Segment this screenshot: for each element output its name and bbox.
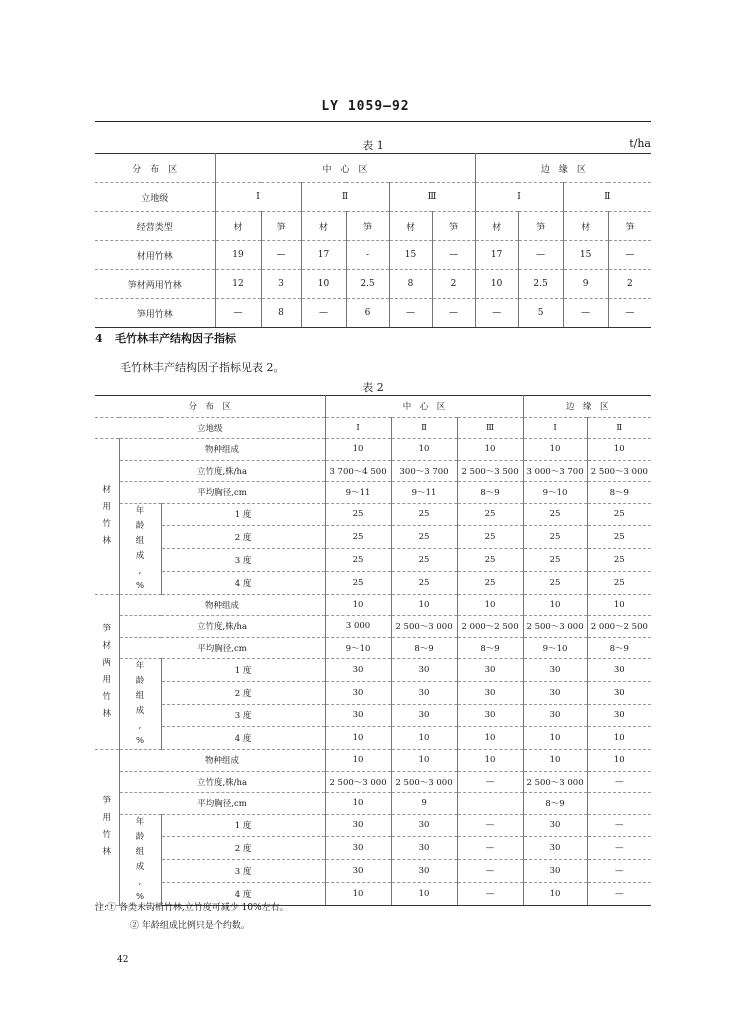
table1-row-label: 笋用竹林: [95, 299, 215, 328]
table2-age-row: [95, 860, 651, 883]
table2-cell: 25: [523, 526, 587, 549]
table2-cell: 25: [523, 571, 587, 594]
table2-age-label: 1 度: [161, 814, 325, 837]
table1-cell: 8: [261, 299, 301, 328]
table2-cell: 2 500～3 000: [391, 771, 457, 793]
table2-age-label: 2 度: [161, 837, 325, 860]
table1: [95, 153, 651, 328]
table2-cell: 25: [391, 526, 457, 549]
table2-cell: 30: [457, 704, 523, 727]
table2-cell: 30: [391, 659, 457, 682]
table2-cell: 300～3 700: [391, 460, 457, 482]
table2-age-row: [95, 704, 651, 727]
table1-cell: 15: [563, 241, 608, 270]
table2-row-label: 平均胸径,cm: [119, 793, 325, 815]
table2-cell: 3 000: [325, 616, 391, 638]
table2-age-char: 组: [135, 535, 145, 546]
table1-subheader: 材: [389, 212, 432, 241]
table2-cell: —: [587, 860, 651, 883]
table1-site-row: [95, 183, 651, 212]
table2-cell: —: [457, 882, 523, 905]
table1-cell: —: [563, 299, 608, 328]
table2-site-label: 立地级: [95, 417, 325, 439]
table2-cell: 25: [523, 549, 587, 572]
table2-cell: 8～9: [587, 482, 651, 504]
table2-row: [95, 616, 651, 638]
table2-cell: 30: [391, 681, 457, 704]
table2-age-row: [95, 814, 651, 837]
table1-row: [95, 299, 651, 328]
table2-cell: 10: [587, 594, 651, 616]
table2-row-label: 立竹度,株/ha: [119, 460, 325, 482]
table2-cell: 10: [587, 727, 651, 750]
table2-row-label: 平均胸径,cm: [119, 637, 325, 659]
table2-group-char: 林: [102, 536, 111, 547]
table2-region-row: [95, 396, 651, 418]
table2-cell: 25: [457, 549, 523, 572]
table2-cell: 8～9: [457, 482, 523, 504]
table2-cell: 30: [587, 704, 651, 727]
table2-cell: —: [457, 860, 523, 883]
table1-cell: 10: [301, 270, 346, 299]
table2-cell: —: [587, 882, 651, 905]
table2-cell: 10: [325, 439, 391, 461]
table2-cell: 30: [587, 659, 651, 682]
table1-cell: 5: [518, 299, 563, 328]
table2-age-char: 龄: [135, 676, 145, 686]
table2-cell: [587, 793, 651, 815]
table2-row: [95, 439, 651, 461]
table2-cell: 10: [523, 594, 587, 616]
table2-cell: 30: [325, 704, 391, 727]
table2-age-row: [95, 571, 651, 594]
table2-age-label: 2 度: [161, 681, 325, 704]
table2-site-class: Ⅱ: [587, 417, 651, 439]
table2-cell: 30: [325, 837, 391, 860]
table2-age-char: 龄: [135, 520, 145, 531]
table2-age-label: 3 度: [161, 549, 325, 572]
table2-age-char: ,: [138, 565, 142, 576]
table2-age-group-label: [119, 814, 161, 905]
table1-subheader: 材: [301, 212, 346, 241]
table1-subheader: 笋: [608, 212, 651, 241]
table2-cell: 9: [391, 793, 457, 815]
table2-cell: 30: [523, 860, 587, 883]
table2-central-header: 中 心 区: [325, 396, 523, 418]
table2-cell: 9～10: [523, 637, 587, 659]
table2-age-row: [95, 837, 651, 860]
table1-subheader: 笋: [432, 212, 475, 241]
table2-cell: 10: [391, 439, 457, 461]
table2-cell: 30: [523, 681, 587, 704]
table2-cell: 10: [325, 727, 391, 750]
table2-age-label: 2 度: [161, 526, 325, 549]
section-title: 毛竹林丰产结构因子指标: [115, 332, 236, 345]
table2-row-label: 平均胸径,cm: [119, 482, 325, 504]
table2-cell: 2 000～2 500: [457, 616, 523, 638]
table2-cell: 10: [523, 750, 587, 772]
table2-cell: 10: [325, 793, 391, 815]
table1-mgmt-label: 经营类型: [95, 212, 215, 241]
table2-cell: 10: [523, 882, 587, 905]
section-heading: [95, 330, 236, 346]
table2-row: [95, 750, 651, 772]
table2-cell: 10: [457, 594, 523, 616]
table2-age-row: [95, 659, 651, 682]
table1-cell: —: [215, 299, 261, 328]
table2-site-class: Ⅰ: [325, 417, 391, 439]
table2-cell: 25: [325, 526, 391, 549]
table1-row: [95, 241, 651, 270]
table2-age-label: 1 度: [161, 503, 325, 526]
table2-cell: 25: [587, 571, 651, 594]
table2-cell: 9～11: [325, 482, 391, 504]
table1-cell: 2.5: [346, 270, 389, 299]
table1-cell: —: [261, 241, 301, 270]
table2-group-char: 用: [102, 502, 111, 513]
table2-cell: 25: [325, 571, 391, 594]
table2-cell: 30: [457, 681, 523, 704]
table2-age-char: 成: [135, 706, 145, 716]
table2-group-char: 林: [102, 708, 111, 719]
table2-age-row: [95, 503, 651, 526]
table2-cell: 8～9: [523, 793, 587, 815]
table1-cell: 17: [301, 241, 346, 270]
table2-cell: 30: [523, 659, 587, 682]
table1-cell: 12: [215, 270, 261, 299]
table2-cell: 30: [457, 659, 523, 682]
table2-age-label: 4 度: [161, 727, 325, 750]
table1-cell: 10: [475, 270, 518, 299]
standard-code: LY 1059—92: [321, 99, 410, 114]
table1-subheader: 材: [563, 212, 608, 241]
table1-cell: 6: [346, 299, 389, 328]
table1-cell: 17: [475, 241, 518, 270]
table2-cell: [457, 793, 523, 815]
table2-cell: 10: [457, 439, 523, 461]
table2-cell: 25: [587, 549, 651, 572]
table2-row: [95, 771, 651, 793]
table2-group-char: 用: [102, 674, 111, 685]
table2-age-group-label: [119, 659, 161, 750]
table1-central-header: 中 心 区: [215, 154, 475, 183]
section-paragraph: 毛竹林丰产结构因子指标见表 2。: [120, 361, 285, 374]
table2-group-char: 笋: [102, 796, 111, 807]
table2-cell: 10: [523, 439, 587, 461]
table1-subheader: 材: [475, 212, 518, 241]
table1-edge-header: 边 缘 区: [475, 154, 651, 183]
table2-age-char: 年: [135, 661, 145, 671]
table1-cell: 19: [215, 241, 261, 270]
table2-age-char: 年: [135, 816, 145, 827]
table2-group-char: 竹: [102, 691, 111, 702]
table2-edge-header: 边 缘 区: [523, 396, 651, 418]
table2-title: 表 2: [362, 381, 384, 394]
table2-cell: 10: [391, 727, 457, 750]
table1-cell: 2: [608, 270, 651, 299]
table1-cell: —: [432, 241, 475, 270]
table2-cell: 25: [457, 571, 523, 594]
table2-group-char: 林: [102, 847, 111, 858]
table2-row: [95, 482, 651, 504]
table2-cell: 10: [391, 882, 457, 905]
note-2: ② 年龄组成比例只是个约数。: [130, 921, 250, 931]
table2-age-char: ,: [138, 876, 142, 887]
table1-cell: —: [608, 299, 651, 328]
table2-cell: 10: [457, 727, 523, 750]
table1-site-class: Ⅱ: [563, 183, 651, 212]
table2-region-label: 分 布 区: [95, 396, 325, 418]
table2-cell: 25: [457, 526, 523, 549]
table1-region-row: [95, 154, 651, 183]
table2-age-label: 3 度: [161, 860, 325, 883]
table2-cell: 10: [391, 750, 457, 772]
table2-cell: 10: [325, 882, 391, 905]
table2-age-char: 组: [135, 846, 145, 857]
table1-cell: —: [389, 299, 432, 328]
table2-age-char: 成: [135, 861, 145, 872]
table2-age-label: 3 度: [161, 704, 325, 727]
table2-row: [95, 594, 651, 616]
header-rule: [95, 121, 651, 122]
table2-group-char: 用: [102, 813, 111, 824]
table2-site-row: [95, 417, 651, 439]
table2-cell: —: [587, 771, 651, 793]
table2-cell: —: [457, 771, 523, 793]
table2-cell: —: [457, 814, 523, 837]
table2-site-class: Ⅰ: [523, 417, 587, 439]
table1-subheader: 笋: [261, 212, 301, 241]
table1-subheader: 材: [215, 212, 261, 241]
table1-title: 表 1: [362, 139, 384, 152]
table2-cell: 3 700～4 500: [325, 460, 391, 482]
section-number: 4: [95, 332, 103, 345]
table2-cell: 25: [325, 503, 391, 526]
table2-age-char: 成: [135, 550, 145, 561]
table2-cell: 9～10: [325, 637, 391, 659]
table2-group-label: [95, 750, 119, 906]
table2-row-label: 物种组成: [119, 439, 325, 461]
table1-subheader: 笋: [346, 212, 389, 241]
table2-cell: 30: [391, 860, 457, 883]
table2-cell: 2 500～3 000: [523, 616, 587, 638]
table2-cell: 10: [587, 750, 651, 772]
table2-row: [95, 460, 651, 482]
table2-age-row: [95, 727, 651, 750]
table1-site-class: Ⅰ: [215, 183, 301, 212]
table2-cell: 10: [391, 594, 457, 616]
table2-age-label: 1 度: [161, 659, 325, 682]
table1-row: [95, 270, 651, 299]
table1-cell: —: [475, 299, 518, 328]
table1-mgmt-row: [95, 212, 651, 241]
table1-unit: t/ha: [629, 137, 651, 150]
table2-age-char: 年: [135, 505, 145, 516]
table2-cell: 2 500～3 000: [325, 771, 391, 793]
table2-cell: 10: [523, 727, 587, 750]
table1-subheader: 笋: [518, 212, 563, 241]
table1-cell: -: [346, 241, 389, 270]
table2-row-label: 立竹度,株/ha: [119, 616, 325, 638]
table2-cell: 30: [523, 837, 587, 860]
table2-cell: 10: [457, 750, 523, 772]
table2: [95, 395, 651, 906]
table2-group-char: 竹: [102, 830, 111, 841]
table2-row-label: 立竹度,株/ha: [119, 771, 325, 793]
table2-group-char: 笋: [102, 623, 111, 634]
table1-cell: —: [301, 299, 346, 328]
table2-cell: 25: [391, 503, 457, 526]
table2-age-row: [95, 526, 651, 549]
table2-cell: 25: [325, 549, 391, 572]
table2-cell: 30: [325, 814, 391, 837]
table2-age-char: %: [135, 891, 145, 902]
table2-cell: 30: [391, 704, 457, 727]
table1-region-label: 分 布 区: [95, 154, 215, 183]
table2-cell: 10: [587, 439, 651, 461]
table2-group-char: 两: [102, 657, 111, 668]
table1-cell: —: [432, 299, 475, 328]
table2-cell: 25: [457, 503, 523, 526]
table1-cell: 9: [563, 270, 608, 299]
table2-cell: 30: [325, 860, 391, 883]
table2-group-char: 竹: [102, 519, 111, 530]
table1-cell: 3: [261, 270, 301, 299]
table2-cell: 30: [325, 659, 391, 682]
table1-cell: 8: [389, 270, 432, 299]
table2-cell: 2 500～3 000: [391, 616, 457, 638]
table2-age-label: 4 度: [161, 571, 325, 594]
table2-site-class: Ⅱ: [391, 417, 457, 439]
page-number: 42: [117, 955, 129, 965]
table2-cell: —: [587, 814, 651, 837]
table1-row-label: 材用竹林: [95, 241, 215, 270]
table2-cell: 30: [391, 814, 457, 837]
table2-row-label: 物种组成: [119, 750, 325, 772]
table2-cell: 2 500～3 000: [587, 460, 651, 482]
table1-cell: 2.5: [518, 270, 563, 299]
table2-age-char: 组: [135, 691, 145, 701]
table2-cell: 25: [587, 526, 651, 549]
table2-age-row: [95, 549, 651, 572]
table2-age-label: 4 度: [161, 882, 325, 905]
table1-cell: 2: [432, 270, 475, 299]
table2-cell: 2 500～3 000: [523, 771, 587, 793]
table2-cell: —: [587, 837, 651, 860]
table2-cell: 30: [325, 681, 391, 704]
table2-cell: 9～10: [523, 482, 587, 504]
table2-cell: 8～9: [457, 637, 523, 659]
table1-cell: 15: [389, 241, 432, 270]
table1-row-label: 笋材两用竹林: [95, 270, 215, 299]
table2-cell: 25: [523, 503, 587, 526]
note-1: 注:① 各类未钩梢竹林,立竹度可减少 10%左右。: [95, 903, 289, 913]
table2-group-char: 材: [102, 640, 111, 651]
table2-group-label: [95, 594, 119, 750]
table2-cell: 25: [391, 571, 457, 594]
table2-age-char: %: [135, 580, 145, 591]
table1-site-class: Ⅲ: [389, 183, 475, 212]
table2-age-char: %: [135, 736, 145, 746]
table2-cell: 3 000～3 700: [523, 460, 587, 482]
table2-cell: 10: [325, 750, 391, 772]
table2-age-char: ,: [138, 721, 142, 731]
table2-cell: 2 500～3 500: [457, 460, 523, 482]
table2-cell: 30: [523, 814, 587, 837]
table2-group-label: [95, 439, 119, 595]
table2-cell: 8～9: [391, 637, 457, 659]
table2-cell: 10: [325, 594, 391, 616]
table2-site-class: Ⅲ: [457, 417, 523, 439]
table2-cell: 8～9: [587, 637, 651, 659]
table2-age-char: 龄: [135, 831, 145, 842]
table2-row: [95, 793, 651, 815]
table2-age-group-label: [119, 503, 161, 594]
table2-cell: 9～11: [391, 482, 457, 504]
table1-site-class: Ⅰ: [475, 183, 563, 212]
table1-site-label: 立地级: [95, 183, 215, 212]
table2-cell: 25: [391, 549, 457, 572]
table2-cell: 25: [587, 503, 651, 526]
table2-group-char: 材: [102, 485, 111, 496]
table2-row-label: 物种组成: [119, 594, 325, 616]
table2-cell: 30: [587, 681, 651, 704]
table1-cell: —: [518, 241, 563, 270]
table2-row: [95, 637, 651, 659]
table2-cell: —: [457, 837, 523, 860]
table1-cell: —: [608, 241, 651, 270]
table2-cell: 2 000～2 500: [587, 616, 651, 638]
table2-cell: 30: [391, 837, 457, 860]
table1-site-class: Ⅱ: [301, 183, 389, 212]
table2-cell: 30: [523, 704, 587, 727]
table2-age-row: [95, 681, 651, 704]
